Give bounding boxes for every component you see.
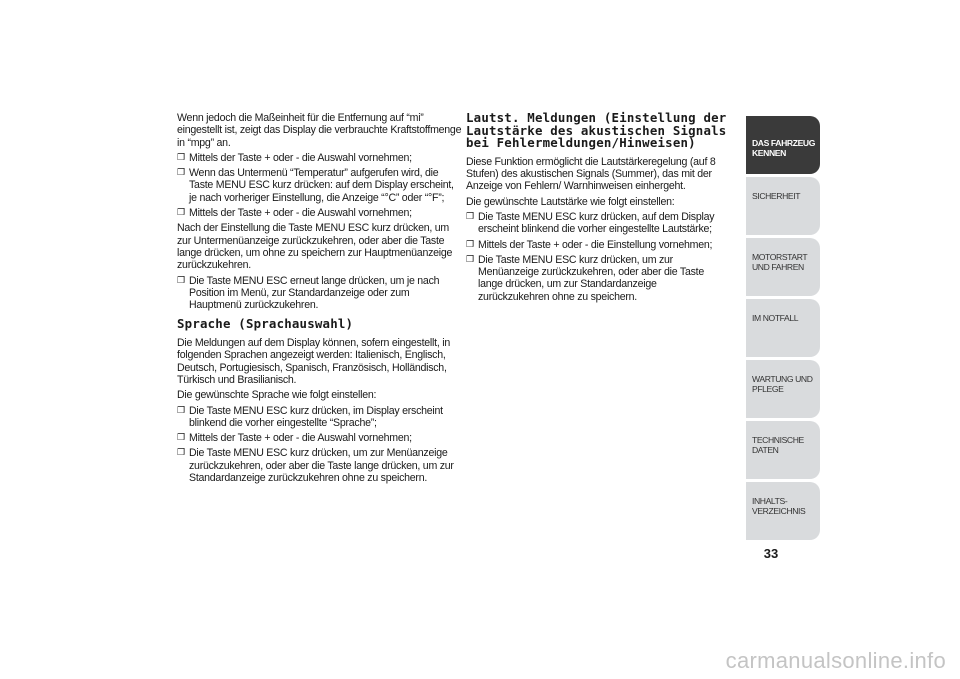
bullet-item [466, 254, 728, 303]
bullet-text: Wenn das Untermenü “Temperatur” aufgerufen wird, die Taste MENU ESC kurz drücken: auf dem Display erscheint, je nach vorheriger Einstellung, die Anzeige “°C” oder “°F”; [189, 167, 454, 204]
tab-technische-daten[interactable] [746, 421, 820, 479]
paragraph: Die gewünschte Lautstärke wie folgt einstellen: [466, 195, 675, 208]
bullet-item [177, 152, 462, 164]
tab-im-notfall[interactable] [746, 299, 820, 357]
section-heading-lautstaerke: Lautst. Meldungen (Einstellung der Lautstärke des akustischen Signals bei Fehlermeldungen/Hinweisen) [466, 110, 727, 151]
watermark: carmanualsonline.info [725, 648, 946, 673]
bullet-item [177, 275, 462, 312]
bullet-item [177, 447, 462, 484]
paragraph: Die Meldungen auf dem Display können, sofern eingestellt, in folgenden Sprachen angezeigt werden: Italienisch, Englisch, Deutsch, Portugiesisch, Spanisch, Französisch, Holländisch, Türkisch und Brasilianisch. [177, 337, 450, 386]
bullet-text: Mittels der Taste + oder - die Auswahl vornehmen; [189, 151, 412, 164]
tab-sicherheit[interactable] [746, 177, 820, 235]
right-column [466, 112, 728, 306]
tab-motorstart-und-fahren[interactable] [746, 238, 820, 296]
chapter-tabs [746, 116, 820, 543]
bullet-item [177, 432, 462, 444]
checkbox-bullet-icon: ❒ [177, 168, 185, 179]
paragraph: Die gewünschte Sprache wie folgt einstellen: [177, 389, 377, 402]
bullet-item [177, 207, 462, 219]
tab-wartung-und-pflege[interactable] [746, 360, 820, 418]
tab-label: WARTUNG UND PFLEGE [752, 374, 813, 394]
bullet-item [466, 211, 728, 236]
bullet-text: Die Taste MENU ESC kurz drücken, um zur Menüanzeige zurückzukehren, oder aber die Taste lange drücken, um zur Standardanzeige zurückzukehren ohne zu speichern. [189, 447, 454, 485]
bullet-item [177, 405, 462, 430]
bullet-text: Die Taste MENU ESC kurz drücken, im Display erscheint blinkend die vorher eingestellte “Sprache”; [189, 404, 443, 429]
checkbox-bullet-icon: ❒ [177, 275, 185, 286]
bullet-text: Mittels der Taste + oder - die Einstellung vornehmen; [478, 238, 713, 251]
tab-label: IM NOTFALL [752, 313, 799, 323]
checkbox-bullet-icon: ❒ [177, 208, 185, 219]
checkbox-bullet-icon: ❒ [177, 433, 185, 444]
bullet-text: Die Taste MENU ESC kurz drücken, um zur Menüanzeige zurückzukehren, oder aber die Taste lange drücken, um zur Standardanzeige zurückzukehren ohne zu speichern. [478, 253, 704, 303]
checkbox-bullet-icon: ❒ [466, 239, 474, 250]
left-column [177, 112, 462, 487]
bullet-text: Mittels der Taste + oder - die Auswahl vornehmen; [189, 432, 412, 445]
tab-label: TECHNISCHE DATEN [752, 435, 804, 455]
tab-das-fahrzeug-kennen[interactable] [746, 116, 820, 174]
bullet-text: Mittels der Taste + oder - die Auswahl vornehmen; [189, 207, 412, 220]
paragraph: Diese Funktion ermöglicht die Lautstärkeregelung (auf 8 Stufen) des akustischen Signals (Summer), das mit der Anzeige von Fehlern/ Warnhinweisen einhergeht. [466, 155, 716, 193]
bullet-text: Die Taste MENU ESC erneut lange drücken, um je nach Position im Menü, zur Standardanzeige oder zum Hauptmenü zurückzukehren. [189, 274, 440, 312]
checkbox-bullet-icon: ❒ [177, 152, 185, 163]
tab-label: INHALTS-VERZEICHNIS [752, 496, 806, 516]
bullet-item [177, 167, 462, 204]
tab-label: MOTORSTART UND FAHREN [752, 252, 808, 272]
checkbox-bullet-icon: ❒ [177, 405, 185, 416]
tab-label: DAS FAHRZEUG KENNEN [752, 138, 815, 158]
checkbox-bullet-icon: ❒ [466, 211, 474, 222]
checkbox-bullet-icon: ❒ [466, 254, 474, 265]
tab-label: SICHERHEIT [752, 191, 801, 201]
checkbox-bullet-icon: ❒ [177, 448, 185, 459]
paragraph: Wenn jedoch die Maßeinheit für die Entfernung auf “mi” eingestellt ist, zeigt das Display die verbrauchte Kraftstoffmenge in “mpg” an. [177, 112, 462, 149]
bullet-text: Die Taste MENU ESC kurz drücken, auf dem Display erscheint blinkend die vorher eingestellte Lautstärke; [478, 210, 715, 236]
bullet-item [466, 239, 728, 251]
tab-inhaltsverzeichnis[interactable] [746, 482, 820, 540]
page-number: 33 [763, 546, 779, 561]
paragraph: Nach der Einstellung die Taste MENU ESC kurz drücken, um zur Untermenüanzeige zurückzukehren, oder aber die Taste lange drücken, um ohne zu speichern zur Hauptmenüanzeige zurückzukehren. [177, 222, 453, 272]
section-heading-sprache: Sprache (Sprachauswahl) [177, 316, 354, 332]
